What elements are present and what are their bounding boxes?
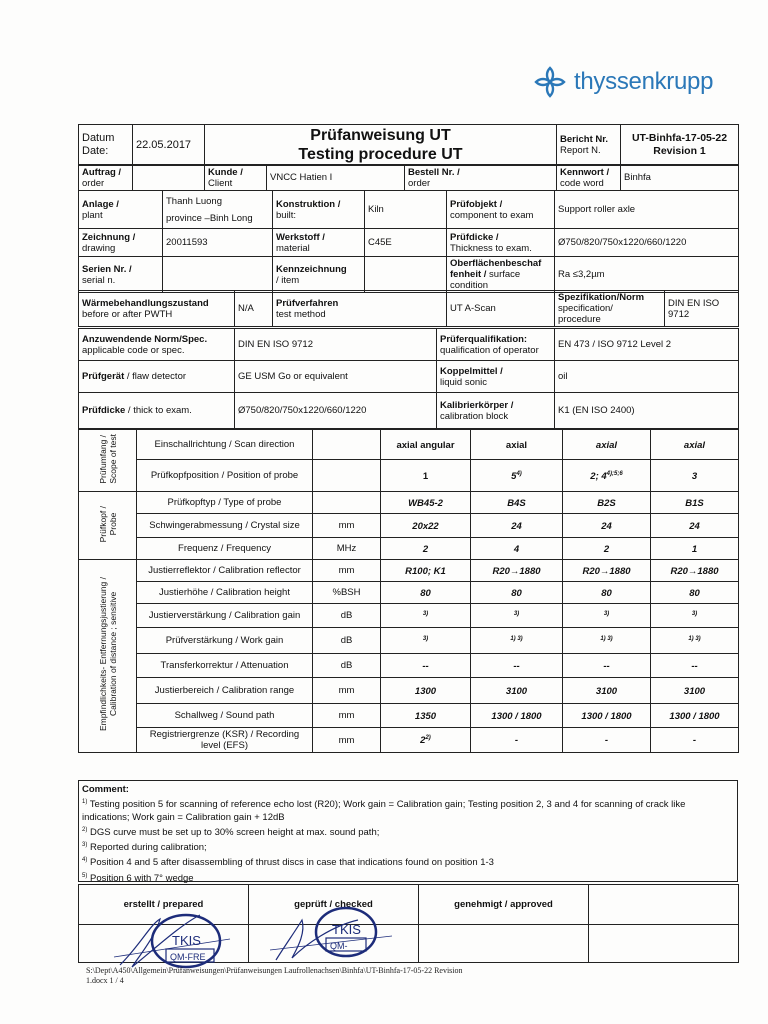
parameter-label: Justierbereich / Calibration range [137, 678, 313, 704]
parameter-value: -- [471, 654, 563, 678]
parameter-value: 80 [563, 582, 651, 604]
parameter-value: 1) 3) [651, 628, 739, 654]
svg-text:QM-FRE: QM-FRE [170, 952, 206, 962]
parameter-value: R20→1880 [651, 560, 739, 582]
comment-line: $^{2)}$ DGS curve must be set up to 30% screen height at max. sound path; [82, 827, 380, 839]
qualifikation-label: Prüferqualifikation: qualification of operator [437, 329, 555, 361]
parameter-label: Registriergrenze (KSR) / Recording level (EFS) [137, 728, 313, 753]
parameter-value: 24 [651, 514, 739, 538]
spezifikation-value: DIN EN ISO 9712 [665, 291, 739, 327]
brand-name: thyssenkrupp [574, 68, 714, 95]
parameter-value: 24 [471, 514, 563, 538]
parameter-value: 80 [651, 582, 739, 604]
pruefdicke-label: Prüfdicke / Thickness to exam. [447, 229, 555, 257]
parameter-value: B2S [563, 492, 651, 514]
parameter-value: 3 [651, 460, 739, 492]
parameter-unit: dB [313, 628, 381, 654]
parameter-value: 24 [563, 514, 651, 538]
geraet-label: Prüfgerät / flaw detector [79, 361, 235, 393]
geraet-value: GE USM Go or equivalent [235, 361, 437, 393]
parameter-value: 3100 [563, 678, 651, 704]
document-title: Prüfanweisung UT Testing procedure UT [205, 125, 557, 166]
datum-label: Datum Date: [79, 125, 133, 166]
parameter-value: axial angular [381, 430, 471, 460]
parameter-unit: mm [313, 678, 381, 704]
thyssenkrupp-logo-icon [532, 64, 568, 100]
parameter-label: Transferkorrektur / Attenuation [137, 654, 313, 678]
norm-label: Anzuwendende Norm/Spec. applicable code or spec. [79, 329, 235, 361]
anlage-label: Anlage / plant [79, 191, 163, 229]
parameter-label: Justierverstärkung / Calibration gain [137, 604, 313, 628]
parameter-row [79, 460, 739, 492]
qualifikation-value: EN 473 / ISO 9712 Level 2 [555, 329, 739, 361]
parameter-value: 1300 [381, 678, 471, 704]
parameter-row [79, 728, 739, 753]
werkstoff-value: C45E [365, 229, 447, 257]
parameter-value: 2; $4^{4);5;6}$ [563, 460, 651, 492]
parameter-value: 3) [563, 604, 651, 628]
parameter-unit: dB [313, 654, 381, 678]
parameter-unit [313, 430, 381, 460]
parameter-value: 1) 3) [471, 628, 563, 654]
parameter-value: 80 [381, 582, 471, 604]
parameter-label: Einschallrichtung / Scan direction [137, 430, 313, 460]
parameter-value: axial [471, 430, 563, 460]
parameter-unit [313, 492, 381, 514]
zeichnung-value: 20011593 [163, 229, 273, 257]
footer-page-line: 1.docx 1 / 4 [86, 976, 124, 985]
parameter-label: Frequenz / Frequency [137, 538, 313, 560]
parameter-value: R20→1880 [471, 560, 563, 582]
checked-label: geprüft / checked [249, 885, 419, 925]
parameter-value: 2 [381, 538, 471, 560]
comment-box [78, 780, 738, 882]
parameter-unit: mm [313, 728, 381, 753]
object-info-table [78, 190, 739, 293]
parameter-value: 1300 / 1800 [563, 704, 651, 728]
parameter-unit: mm [313, 560, 381, 582]
group-scope-of-test: Prüfumfang / Scope of test [79, 430, 137, 492]
parameter-value: 1 [651, 538, 739, 560]
parameter-value: -- [381, 654, 471, 678]
approved-signature-cell [419, 925, 589, 963]
parameter-unit: mm [313, 704, 381, 728]
prepared-label: erstellt / prepared [79, 885, 249, 925]
serien-value [163, 257, 273, 293]
parameter-value: 5$^{4)}$ [471, 460, 563, 492]
parameter-value: - [563, 728, 651, 753]
comment-line: $^{3)}$ Reported during calibration; [82, 842, 207, 854]
kennzeichnung-value [365, 257, 447, 293]
parameter-row [79, 604, 739, 628]
koppelmittel-label: Koppelmittel / liquid sonic [437, 361, 555, 393]
parameter-label: Prüfkopftyp / Type of probe [137, 492, 313, 514]
spec-table [78, 328, 739, 429]
parameter-value: R20→1880 [563, 560, 651, 582]
header-table [78, 124, 739, 166]
parameter-value: -- [563, 654, 651, 678]
parameter-value: 1300 / 1800 [651, 704, 739, 728]
comment-line: $^{1)}$ Testing position 5 for scanning of reference echo lost (R20); Work gain = Calibration gain; Testing position 2, 3 and 4 for scanning of crack like indications; Work gain = Calibration gain + 12dB [82, 799, 686, 824]
verfahren-label: Prüfverfahren test method [273, 291, 447, 327]
waerme-value: N/A [235, 291, 273, 327]
parameter-row [79, 538, 739, 560]
parameter-value: 3) [651, 604, 739, 628]
comment-line: $^{5)}$ Position 6 with 7° wedge [82, 872, 194, 884]
parameter-label: Prüfverstärkung / Work gain [137, 628, 313, 654]
parameter-value: - [651, 728, 739, 753]
footer-path-line: S:\Dept\A450\Allgemein\Prüfanweisungen\Prüfanweisungen Laufrollenachsen\Binhfa\UT-Binhfa-17-05-22 Revision [86, 966, 463, 975]
parameter-row [79, 678, 739, 704]
parameter-unit: mm [313, 514, 381, 538]
parameter-value: 1300 / 1800 [471, 704, 563, 728]
pruefdicke-value: Ø750/820/750x1220/660/1220 [555, 229, 739, 257]
kennzeichnung-label: Kennzeichnung / item [273, 257, 365, 293]
parameter-value: 1350 [381, 704, 471, 728]
parameter-value: B4S [471, 492, 563, 514]
report-number: UT-Binhfa-17-05-22 Revision 1 [621, 125, 739, 166]
waerme-label: Wärmebehandlungszustand before or after PWTH [79, 291, 235, 327]
parameter-value: 3100 [471, 678, 563, 704]
report-label: Bericht Nr. Report N. [557, 125, 621, 166]
parameter-row [79, 560, 739, 582]
approved-label: genehmigt / approved [419, 885, 589, 925]
parameter-value: - [471, 728, 563, 753]
parameter-value: 1) 3) [563, 628, 651, 654]
comment-line: $^{4)}$ Position 4 and 5 after disassembling of thrust discs in case that indications found on position 1-3 [82, 857, 494, 869]
oberflaeche-label: Oberflächenbeschaf fenheit / surface condition [447, 257, 555, 293]
kalibrierkoerper-value: K1 (EN ISO 2400) [555, 393, 739, 429]
norm-value: DIN EN ISO 9712 [235, 329, 437, 361]
order-info-table [78, 164, 739, 191]
serien-label: Serien Nr. / serial n. [79, 257, 163, 293]
stamp-checked [262, 900, 402, 970]
kennwort-label: Kennwort / code word [557, 165, 621, 191]
date-value: 22.05.2017 [133, 125, 205, 166]
parameter-value: B1S [651, 492, 739, 514]
parameter-row [79, 492, 739, 514]
brand-logo [532, 62, 732, 102]
parameter-value: 1 [381, 460, 471, 492]
parameter-label: Justierreflektor / Calibration reflector [137, 560, 313, 582]
parameter-label: Prüfkopfposition / Position of probe [137, 460, 313, 492]
parameter-value: 2 [563, 538, 651, 560]
anlage-value: Thanh Luong province –Binh Long [163, 191, 273, 229]
parameter-value: 3) [381, 628, 471, 654]
parameter-value: axial [651, 430, 739, 460]
verfahren-value: UT A-Scan [447, 291, 555, 327]
parameter-value: 3100 [651, 678, 739, 704]
dicke-label: Prüfdicke / thick to exam. [79, 393, 235, 429]
parameter-unit: dB [313, 604, 381, 628]
parameters-table [78, 429, 739, 753]
svg-text:QM-: QM- [330, 941, 348, 951]
auftrag-value [133, 165, 205, 191]
oberflaeche-value: Ra ≤3,2µm [555, 257, 739, 293]
pruefobjekt-value: Support roller axle [555, 191, 739, 229]
parameter-value: -- [651, 654, 739, 678]
koppelmittel-value: oil [555, 361, 739, 393]
parameter-row [79, 654, 739, 678]
parameter-label: Schallweg / Sound path [137, 704, 313, 728]
parameter-row [79, 704, 739, 728]
parameter-value: 3) [381, 604, 471, 628]
parameter-label: Justierhöhe / Calibration height [137, 582, 313, 604]
spezifikation-label: Spezifikation/Norm specification/ procedure [555, 291, 665, 327]
zeichnung-label: Zeichnung / drawing [79, 229, 163, 257]
parameter-row [79, 514, 739, 538]
parameter-value: R100; K1 [381, 560, 471, 582]
bestell-label: Bestell Nr. / order [405, 165, 557, 191]
group-calibration: Empfindlichkeits- Entfernungsjustierung / Calibration of distance ; sensitive [79, 560, 137, 753]
svg-text:TKIS: TKIS [172, 933, 201, 948]
parameter-value: 20x22 [381, 514, 471, 538]
parameter-unit: %BSH [313, 582, 381, 604]
kalibrierkoerper-label: Kalibrierkörper / calibration block [437, 393, 555, 429]
dicke-value: Ø750/820/750x1220/660/1220 [235, 393, 437, 429]
pruefobjekt-label: Prüfobjekt / component to exam [447, 191, 555, 229]
parameter-unit [313, 460, 381, 492]
kennwort-value: Binhfa [621, 165, 739, 191]
file-path-footer [86, 966, 463, 986]
stamp-prepared [110, 905, 250, 975]
svg-text:TKIS: TKIS [332, 922, 361, 937]
kunde-label: Kunde / Client [205, 165, 267, 191]
parameter-value: axial [563, 430, 651, 460]
parameter-value: 2$^{2)}$ [381, 728, 471, 753]
konstruktion-label: Konstruktion / built: [273, 191, 365, 229]
parameter-row [79, 430, 739, 460]
method-table [78, 290, 739, 327]
kunde-value: VNCC Hatien I [267, 165, 405, 191]
comment-title: Comment: [82, 784, 129, 795]
parameter-label: Schwingerabmessung / Crystal size [137, 514, 313, 538]
group-probe: Prüfkopf / Probe [79, 492, 137, 560]
parameter-value: 4 [471, 538, 563, 560]
auftrag-label: Auftrag / order [79, 165, 133, 191]
werkstoff-label: Werkstoff / material [273, 229, 365, 257]
parameter-value: WB45-2 [381, 492, 471, 514]
parameter-row [79, 582, 739, 604]
parameter-value: 80 [471, 582, 563, 604]
konstruktion-value: Kiln [365, 191, 447, 229]
parameter-value: 3) [471, 604, 563, 628]
parameter-unit: MHz [313, 538, 381, 560]
parameter-row [79, 628, 739, 654]
